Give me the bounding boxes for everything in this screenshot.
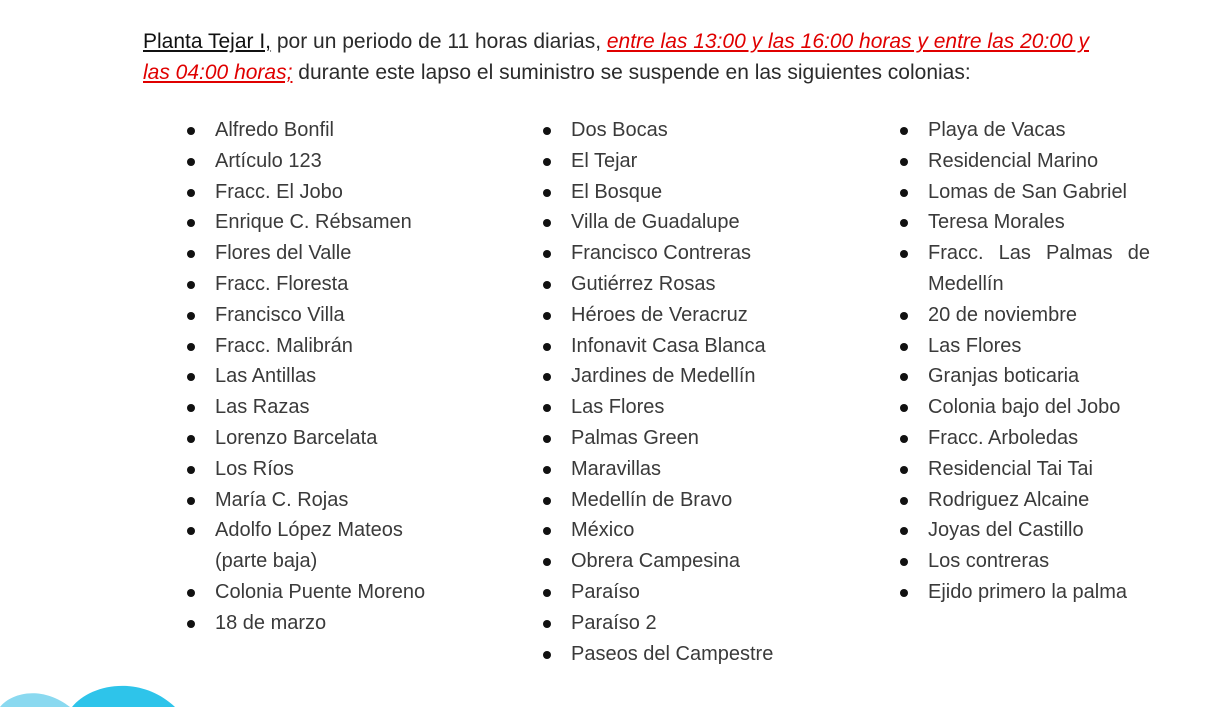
list-item-label: El Tejar	[571, 149, 638, 172]
list-item-label: María C. Rojas	[215, 488, 349, 511]
list-item-label: Residencial Marino	[928, 149, 1099, 172]
list-item	[187, 361, 447, 392]
list-item-label: Fracc. Arboledas	[928, 426, 1079, 449]
list-item	[543, 423, 843, 454]
bullet-icon	[187, 250, 195, 258]
bullet-icon	[543, 558, 551, 566]
bullet-icon	[543, 281, 551, 289]
list-item	[187, 207, 447, 238]
list-item	[543, 146, 843, 177]
list-item	[187, 238, 447, 269]
list-item-label: México	[571, 519, 635, 542]
list-item	[900, 423, 1150, 454]
bullet-icon	[543, 589, 551, 597]
logo-wave-graphic	[0, 680, 200, 707]
list-item-label: Rodriguez Alcaine	[928, 488, 1090, 511]
bullet-icon	[543, 466, 551, 474]
list-item	[187, 485, 447, 516]
list-item-label: Granjas boticaria	[928, 365, 1080, 388]
list-item-label: Héroes de Veracruz	[571, 303, 748, 326]
bullet-icon	[543, 219, 551, 227]
list-item	[543, 608, 843, 639]
list-item	[543, 300, 843, 331]
list-item	[187, 331, 447, 362]
intro-text-1: por un periodo de 11 horas diarias,	[271, 30, 607, 53]
list-item	[187, 608, 447, 639]
bullet-icon	[187, 435, 195, 443]
list-item-label: Fracc. Las Palmas de Medellín	[928, 242, 1150, 295]
list-item-label: Gutiérrez Rosas	[571, 272, 716, 295]
list-item-label: Flores del Valle	[215, 242, 352, 265]
list-item	[543, 115, 843, 146]
bullet-icon	[900, 589, 908, 597]
bullet-icon	[543, 435, 551, 443]
list-item-label: Los Ríos	[215, 457, 294, 480]
bullet-icon	[187, 189, 195, 197]
list-item-label: Palmas Green	[571, 426, 699, 449]
bullet-icon	[900, 158, 908, 166]
bullet-icon	[543, 343, 551, 351]
bullet-icon	[187, 497, 195, 505]
wave-shape-light	[0, 693, 70, 707]
bullet-icon	[900, 312, 908, 320]
bullet-icon	[187, 589, 195, 597]
bullet-icon	[900, 558, 908, 566]
list-item-label: Residencial Tai Tai	[928, 457, 1093, 480]
list-item	[543, 639, 843, 670]
list-item-label: Fracc. El Jobo	[215, 180, 343, 203]
list-item	[543, 392, 843, 423]
bullet-icon	[543, 404, 551, 412]
list-item-label: El Bosque	[571, 180, 663, 203]
bullet-icon	[900, 219, 908, 227]
list-item	[187, 515, 447, 577]
list-item	[900, 485, 1150, 516]
bullet-icon	[187, 312, 195, 320]
bullet-icon	[543, 527, 551, 535]
list-item	[543, 485, 843, 516]
list-item-label: Teresa Morales	[928, 211, 1065, 234]
colonias-list-col3	[900, 115, 1150, 608]
list-item	[543, 454, 843, 485]
list-item	[187, 423, 447, 454]
bullet-icon	[543, 158, 551, 166]
schedule-hours: entre las 13:00 y las 16:00 horas y entre las 20:00 y las 04:00 horas;	[143, 30, 1089, 84]
bullet-icon	[543, 620, 551, 628]
list-item-label: Paraíso 2	[571, 611, 657, 634]
list-item	[900, 115, 1150, 146]
list-item-label: 20 de noviembre	[928, 303, 1077, 326]
bullet-icon	[187, 620, 195, 628]
bullet-icon	[543, 250, 551, 258]
bullet-icon	[187, 219, 195, 227]
list-item-label: 18 de marzo	[215, 611, 327, 634]
bullet-icon	[543, 127, 551, 135]
list-item	[187, 454, 447, 485]
list-item-label: Adolfo López Mateos (parte baja)	[215, 519, 403, 573]
list-item-label: Francisco Contreras	[571, 242, 752, 265]
list-item-label: Dos Bocas	[571, 119, 668, 141]
list-item-label: Medellín de Bravo	[571, 488, 733, 511]
list-item-label: Paraíso	[571, 580, 640, 603]
list-item-label: Obrera Campesina	[571, 550, 740, 573]
colonias-list-col1	[187, 115, 447, 639]
list-item	[900, 392, 1150, 423]
bullet-icon	[900, 250, 908, 258]
bullet-icon	[543, 189, 551, 197]
list-item	[900, 300, 1150, 331]
bullet-icon	[543, 651, 551, 659]
list-item-label: Colonia Puente Moreno	[215, 580, 426, 603]
list-item	[900, 177, 1150, 208]
list-item	[543, 238, 843, 269]
list-item	[543, 577, 843, 608]
list-item-label: Francisco Villa	[215, 303, 345, 326]
intro-paragraph	[143, 26, 1103, 88]
list-item-label: Fracc. Malibrán	[215, 334, 353, 357]
list-item-label: Artículo 123	[215, 149, 322, 172]
list-item	[543, 361, 843, 392]
list-item	[900, 331, 1150, 362]
list-item-label: Maravillas	[571, 457, 662, 480]
list-item-label: Enrique C. Rébsamen	[215, 211, 412, 234]
bullet-icon	[900, 373, 908, 381]
list-item	[543, 177, 843, 208]
list-item-label: Colonia bajo del Jobo	[928, 396, 1121, 419]
list-item	[900, 238, 1150, 300]
bullet-icon	[900, 189, 908, 197]
plant-name: Planta Tejar I,	[143, 30, 272, 53]
bullet-icon	[900, 466, 908, 474]
bullet-icon	[187, 373, 195, 381]
list-item	[543, 546, 843, 577]
list-item-label: Las Antillas	[215, 365, 317, 388]
list-item	[543, 331, 843, 362]
list-item	[187, 177, 447, 208]
list-item	[900, 515, 1150, 546]
bullet-icon	[900, 127, 908, 135]
bullet-icon	[900, 497, 908, 505]
list-item-label: Las Razas	[215, 396, 310, 419]
list-item	[900, 361, 1150, 392]
list-item	[187, 269, 447, 300]
bullet-icon	[187, 281, 195, 289]
bullet-icon	[187, 527, 195, 535]
bullet-icon	[900, 343, 908, 351]
bullet-icon	[543, 373, 551, 381]
bullet-icon	[900, 435, 908, 443]
list-item-label: Las Flores	[571, 396, 665, 419]
colonias-list-col2	[543, 115, 843, 669]
bullet-icon	[900, 404, 908, 412]
bullet-icon	[187, 466, 195, 474]
list-item-label: Lorenzo Barcelata	[215, 426, 378, 449]
list-item-label: Infonavit Casa Blanca	[571, 334, 766, 357]
list-item	[187, 146, 447, 177]
list-item-label: Los contreras	[928, 550, 1050, 573]
list-item	[187, 115, 447, 146]
bullet-icon	[187, 404, 195, 412]
list-item-label: Joyas del Castillo	[928, 519, 1084, 542]
list-item	[187, 300, 447, 331]
list-item	[900, 546, 1150, 577]
list-item	[187, 577, 447, 608]
list-item-label: Alfredo Bonfil	[215, 119, 334, 141]
list-item	[900, 454, 1150, 485]
bullet-icon	[543, 312, 551, 320]
list-item	[900, 577, 1150, 608]
list-item	[543, 207, 843, 238]
list-item-label: Lomas de San Gabriel	[928, 180, 1128, 203]
intro-text-2: durante este lapso el suministro se suspende en las siguientes colonias:	[292, 61, 971, 84]
list-item-label: Paseos del Campestre	[571, 642, 774, 665]
list-item-label: Ejido primero la palma	[928, 580, 1127, 603]
list-item	[187, 392, 447, 423]
bullet-icon	[187, 343, 195, 351]
wave-shape-main	[72, 686, 175, 707]
list-item	[543, 269, 843, 300]
bullet-icon	[187, 158, 195, 166]
bullet-icon	[187, 127, 195, 135]
list-item-label: Villa de Guadalupe	[571, 211, 740, 234]
list-item-label: Playa de Vacas	[928, 119, 1066, 141]
list-item-label: Jardines de Medellín	[571, 365, 756, 388]
list-item	[900, 207, 1150, 238]
bullet-icon	[543, 497, 551, 505]
list-item	[900, 146, 1150, 177]
list-item-label: Las Flores	[928, 334, 1022, 357]
list-item	[543, 515, 843, 546]
list-item-label: Fracc. Floresta	[215, 272, 349, 295]
bullet-icon	[900, 527, 908, 535]
